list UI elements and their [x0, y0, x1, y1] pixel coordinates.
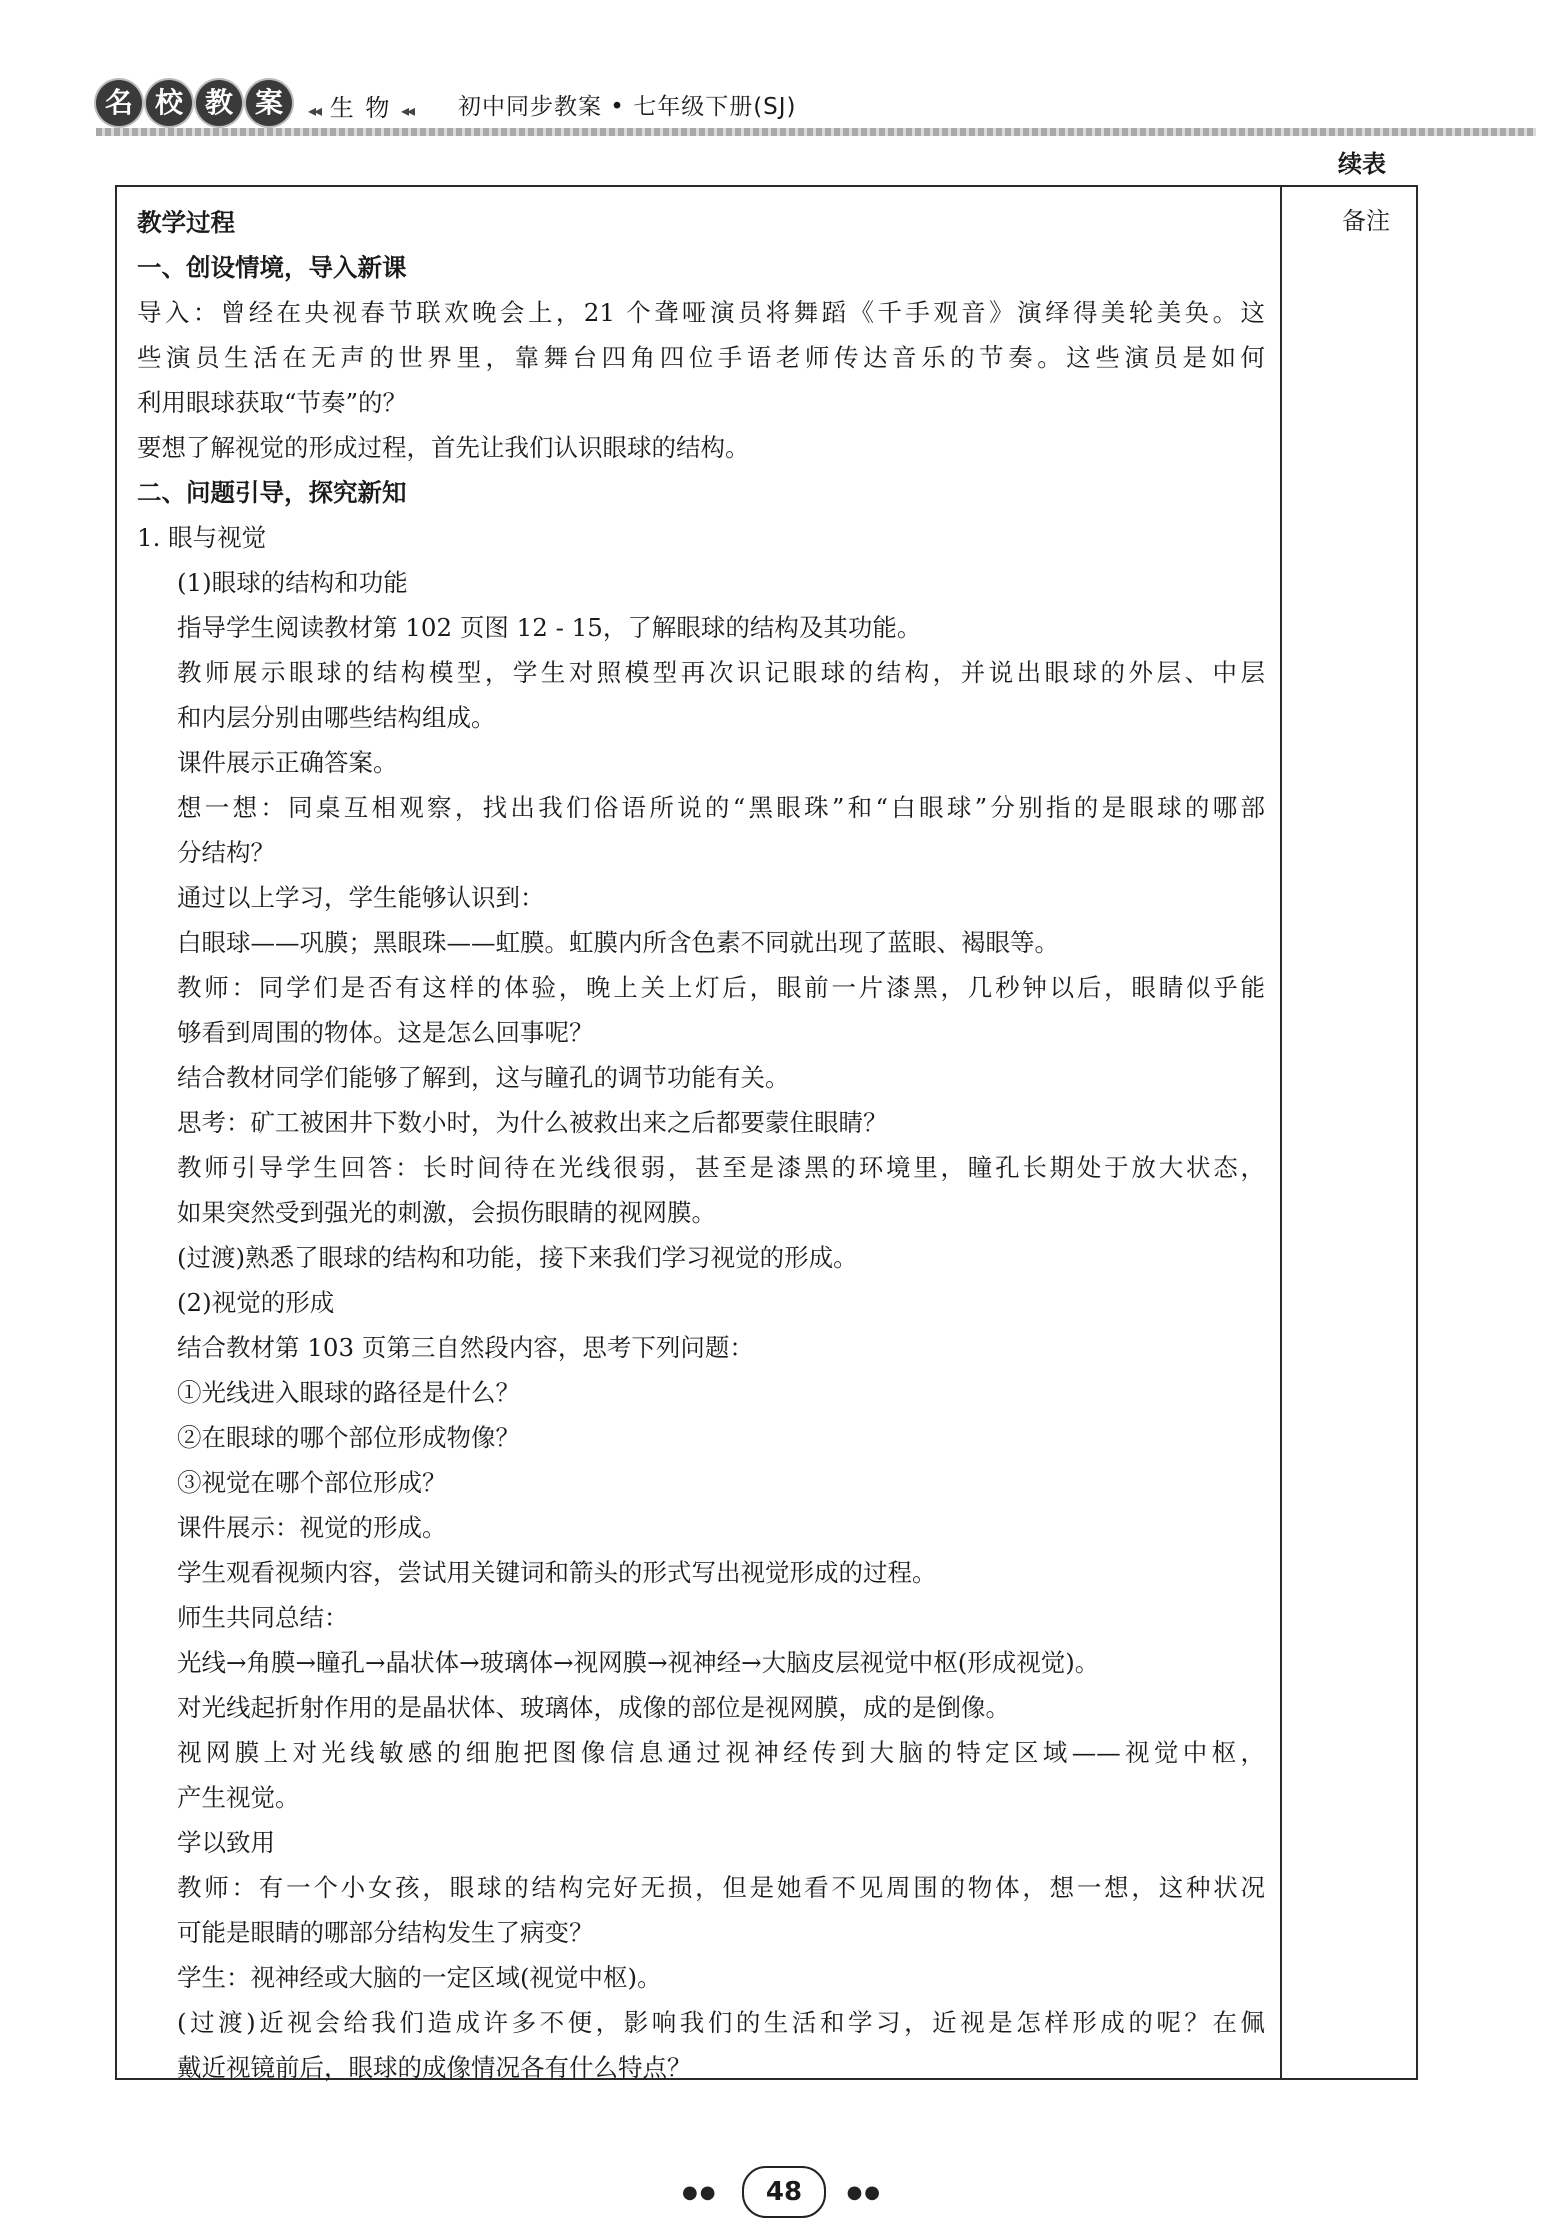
text-line: 如果突然受到强光的刺激，会损伤眼睛的视网膜。	[177, 1198, 716, 1227]
text-line: 指导学生阅读教材第 102 页图 12 - 15，了解眼球的结构及其功能。	[177, 613, 922, 642]
section-heading: 一、创设情境，导入新课	[137, 253, 407, 282]
subject-label	[308, 88, 413, 123]
text-line: 课件展示：视觉的形成。	[177, 1513, 447, 1542]
logo-char: 名	[96, 80, 142, 126]
text-line: 学以致用	[177, 1828, 275, 1857]
page-number: 48	[742, 2166, 826, 2218]
dots-decoration-icon: ●●	[682, 2182, 718, 2203]
text-line: 教师：同学们是否有这样的体验，晚上关上灯后，眼前一片漆黑，几秒钟以后，眼睛似乎能	[177, 973, 1265, 1002]
text-line: 和内层分别由哪些结构组成。	[177, 703, 496, 732]
question-item: ②在眼球的哪个部位形成物像？	[177, 1423, 520, 1452]
text-line: 视网膜上对光线敏感的细胞把图像信息通过视神经传到大脑的特定区域——视觉中枢，	[177, 1738, 1265, 1767]
text-line: 白眼球——巩膜；黑眼珠——虹膜。虹膜内所含色素不同就出现了蓝眼、褐眼等。	[177, 928, 1059, 957]
series-logo	[96, 80, 292, 126]
text-line: (2)视觉的形成	[177, 1288, 335, 1317]
header-divider	[96, 128, 1536, 136]
text-line: 思考：矿工被困井下数小时，为什么被救出来之后都要蒙住眼睛？	[177, 1108, 888, 1137]
subject-text: 生 物	[329, 94, 392, 122]
text-line: 可能是眼睛的哪部分结构发生了病变？	[177, 1918, 594, 1947]
series-title: 初中同步教案 • 七年级下册(SJ)	[458, 94, 797, 120]
question-item: ③视觉在哪个部位形成？	[177, 1468, 447, 1497]
column-divider	[1280, 187, 1282, 2078]
notes-column-header: 备注	[1342, 207, 1390, 235]
section-title: 教学过程	[137, 208, 235, 237]
text-line: 通过以上学习，学生能够认识到：	[177, 883, 545, 912]
text-line: (过渡)熟悉了眼球的结构和功能，接下来我们学习视觉的形成。	[177, 1243, 858, 1272]
text-line: 结合教材第 103 页第三自然段内容，思考下列问题：	[177, 1333, 754, 1362]
text-line: 结合教材同学们能够了解到，这与瞳孔的调节功能有关。	[177, 1063, 790, 1092]
subsection-heading: 1. 眼与视觉	[137, 523, 267, 552]
text-line: 利用眼球获取“节奏”的？	[137, 388, 408, 417]
arrow-left-icon: ◂◂	[400, 101, 414, 120]
page-number-badge	[682, 2166, 882, 2216]
logo-char: 案	[246, 80, 292, 126]
dots-decoration-icon: ●●	[846, 2182, 882, 2203]
logo-char: 校	[146, 80, 192, 126]
logo-char: 教	[196, 80, 242, 126]
text-line: 够看到周围的物体。这是怎么回事呢？	[177, 1018, 594, 1047]
page-header	[96, 74, 1536, 134]
section-heading: 二、问题引导，探究新知	[137, 478, 407, 507]
text-line: 光线→角膜→瞳孔→晶状体→玻璃体→视网膜→视神经→大脑皮层视觉中枢(形成视觉)。	[177, 1648, 1100, 1677]
text-line: (1)眼球的结构和功能	[177, 568, 408, 597]
text-line: 教师展示眼球的结构模型，学生对照模型再次识记眼球的结构，并说出眼球的外层、中层	[177, 658, 1265, 687]
lesson-table	[115, 185, 1418, 2080]
continued-label: 续表	[1338, 150, 1386, 178]
text-line: 课件展示正确答案。	[177, 748, 398, 777]
text-line: (过渡)近视会给我们造成许多不便，影响我们的生活和学习，近视是怎样形成的呢？在佩	[177, 2008, 1265, 2037]
text-line: 教师引导学生回答：长时间待在光线很弱，甚至是漆黑的环境里，瞳孔长期处于放大状态，	[177, 1153, 1265, 1182]
text-line: 产生视觉。	[177, 1783, 300, 1812]
text-line: 想一想：同桌互相观察，找出我们俗语所说的“黑眼珠”和“白眼球”分别指的是眼球的哪部	[177, 793, 1265, 822]
question-item: ①光线进入眼球的路径是什么？	[177, 1378, 520, 1407]
text-line: 对光线起折射作用的是晶状体、玻璃体，成像的部位是视网膜，成的是倒像。	[177, 1693, 1010, 1722]
text-line: 些演员生活在无声的世界里，靠舞台四角四位手语老师传达音乐的节奏。这些演员是如何	[137, 343, 1265, 372]
text-line: 学生观看视频内容，尝试用关键词和箭头的形式写出视觉形成的过程。	[177, 1558, 937, 1587]
text-line: 分结构？	[177, 838, 275, 867]
text-line: 学生：视神经或大脑的一定区域(视觉中枢)。	[177, 1963, 662, 1992]
text-line: 教师：有一个小女孩，眼球的结构完好无损，但是她看不见周围的物体，想一想，这种状况	[177, 1873, 1265, 1902]
arrow-left-icon: ◂◂	[308, 101, 321, 120]
text-line: 要想了解视觉的形成过程，首先让我们认识眼球的结构。	[137, 433, 750, 462]
text-line: 戴近视镜前后，眼球的成像情况各有什么特点？	[177, 2053, 692, 2082]
text-line: 师生共同总结：	[177, 1603, 349, 1632]
text-line: 导入：曾经在央视春节联欢晚会上，21 个聋哑演员将舞蹈《千手观音》演绎得美轮美奂。这	[137, 298, 1265, 327]
teaching-process-cell	[137, 201, 1265, 2082]
